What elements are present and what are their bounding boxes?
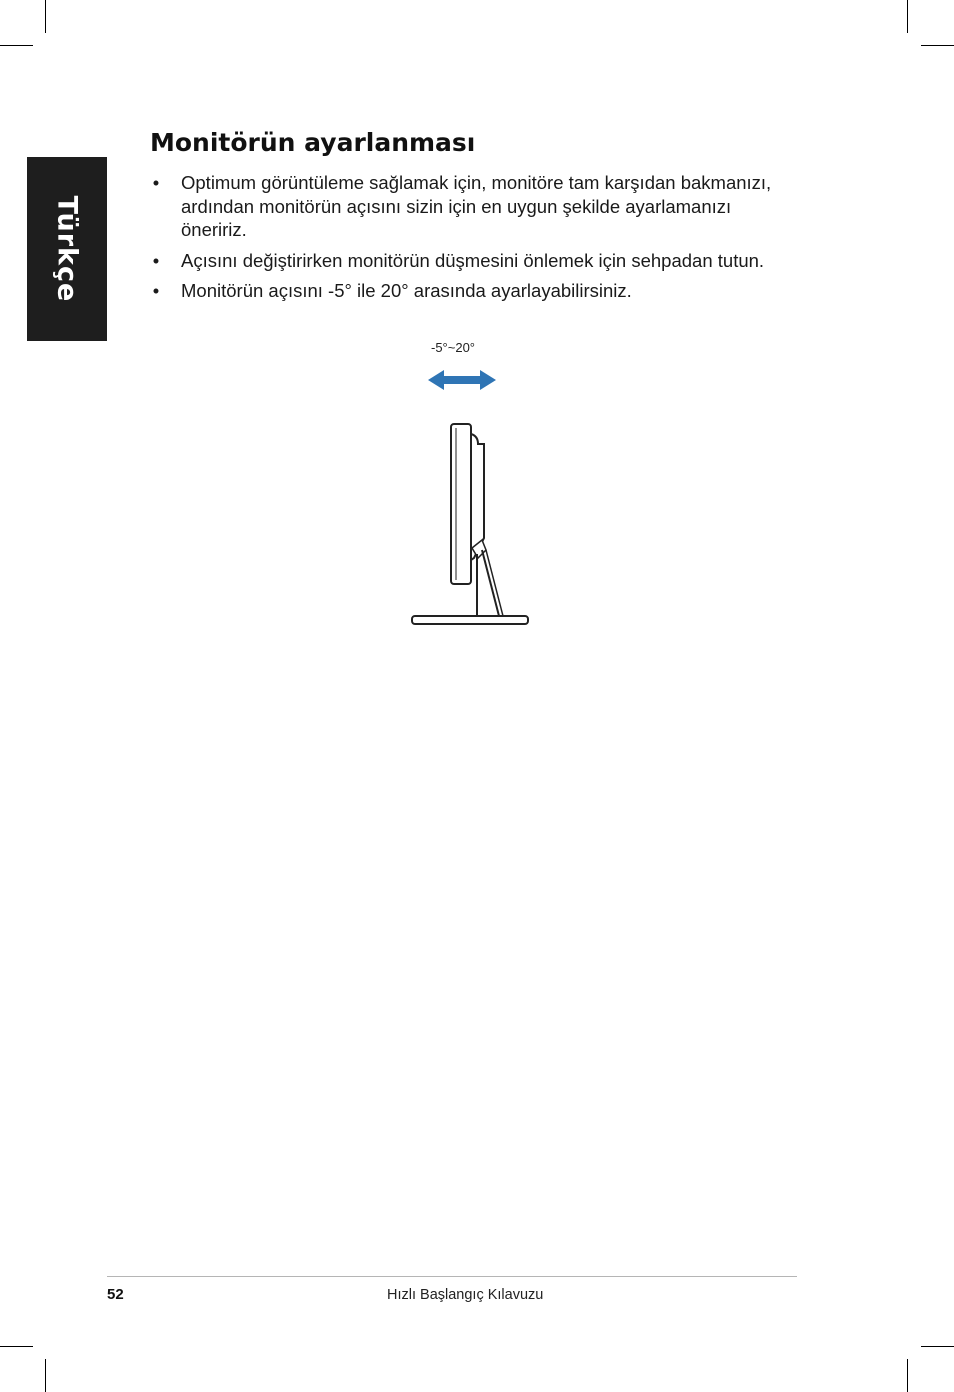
list-item [150, 249, 800, 273]
crop-mark [45, 0, 46, 33]
crop-mark [921, 1346, 954, 1347]
footer-title: Hızlı Başlangıç Kılavuzu [387, 1287, 544, 1303]
bullet-icon: • [152, 249, 160, 271]
double-headed-arrow-icon [426, 368, 498, 392]
list-item-text: Monitörün açısını -5° ile 20° arasında ayarlayabilirsiniz. [181, 280, 632, 301]
crop-mark [907, 0, 908, 33]
crop-mark [907, 1359, 908, 1392]
page-title: Monitörün ayarlanması [150, 128, 476, 157]
crop-mark [45, 1359, 46, 1392]
language-tab [27, 157, 107, 341]
language-tab-label: Türkçe [51, 195, 83, 303]
monitor-side-view-icon [384, 400, 576, 656]
crop-mark [0, 45, 33, 46]
crop-mark [0, 1346, 33, 1347]
footer-divider [107, 1276, 797, 1277]
crop-mark [921, 45, 954, 46]
list-item-text: Optimum görüntüleme sağlamak için, monitöre tam karşıdan bakmanızı, ardından monitörün açısını sizin için en uygun şekilde ayarlamanızı öneririz. [181, 172, 772, 240]
bullet-icon: • [152, 280, 160, 301]
instruction-list [150, 171, 800, 310]
list-item [150, 279, 800, 303]
tilt-angle-label: -5°~20° [431, 340, 476, 355]
page-number: 52 [107, 1286, 124, 1303]
list-item [150, 171, 800, 242]
bullet-icon: • [152, 172, 160, 193]
list-item-text: Açısını değiştirirken monitörün düşmesini önlemek için sehpadan tutun. [181, 249, 765, 271]
